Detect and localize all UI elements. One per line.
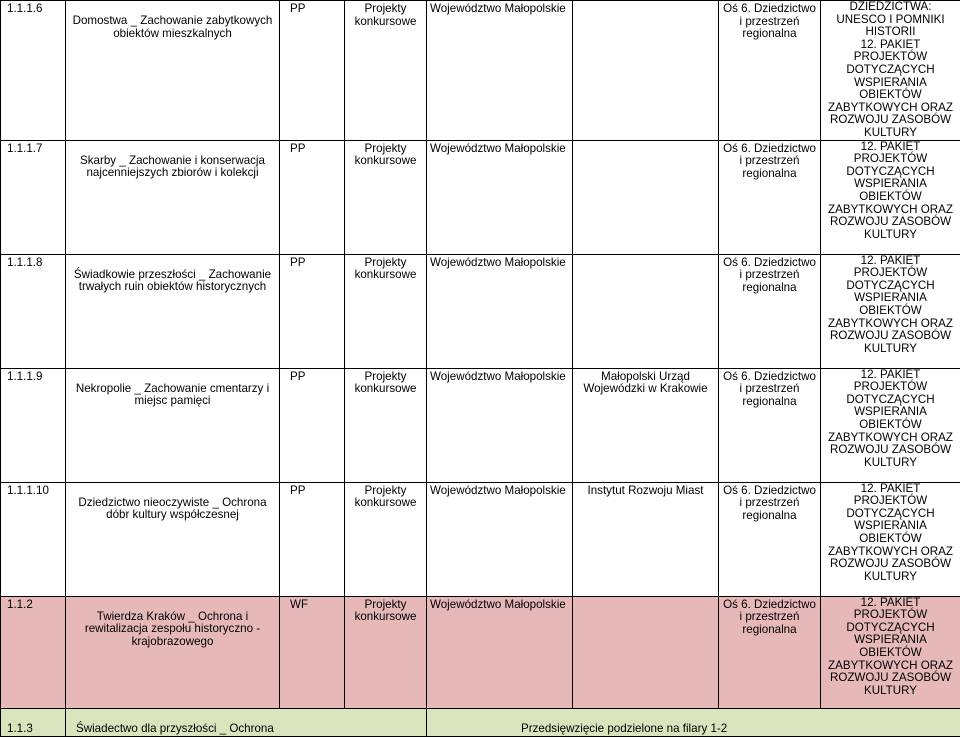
institution-cell	[573, 140, 719, 254]
paket-line: PROJEKTÓW	[823, 51, 958, 64]
voivodeship-cell: Województwo Małopolskie	[427, 368, 573, 482]
axis-cell: Oś 6. Dziedzictwo i przestrzeń regionalna	[719, 596, 821, 708]
lp-cell: 1.1.1.8	[1, 254, 66, 368]
paket-line: ROZWOJU ZASOBÓW	[823, 558, 958, 571]
paket-line: 12. PAKIET	[823, 369, 958, 382]
paket-line: PROJEKTÓW	[823, 153, 958, 166]
lp-cell: 1.1.3	[1, 708, 66, 736]
table-row	[1, 708, 960, 736]
paket-line: WSPIERANIA	[823, 292, 958, 305]
paket-line: WSPIERANIA	[823, 77, 958, 90]
paket-line: ROZWOJU ZASOBÓW	[823, 216, 958, 229]
package-cell	[821, 1, 960, 141]
paket-line: KULTURY	[823, 343, 958, 356]
paket-line: PROJEKTÓW	[823, 609, 958, 622]
mode-cell: Projekty konkursowe	[345, 368, 427, 482]
paket-line: KULTURY	[823, 571, 958, 584]
lp-cell: 1.1.1.7	[1, 140, 66, 254]
paket-line: OBIEKTÓW	[823, 533, 958, 546]
axis-cell: Oś 6. Dziedzictwo i przestrzeń regionalna	[719, 1, 821, 141]
mode-cell: Projekty konkursowe	[345, 140, 427, 254]
project-name-cell: Skarby _ Zachowanie i konserwacja najcenniejszych zbiorów i kolekcji	[66, 140, 280, 254]
paket-line: WSPIERANIA	[823, 520, 958, 533]
paket-line: KULTURY	[823, 457, 958, 470]
package-cell	[821, 482, 960, 596]
institution-cell	[573, 596, 719, 708]
institution-cell	[573, 254, 719, 368]
paket-line: 12. PAKIET	[823, 39, 958, 52]
type-cell: PP	[280, 482, 345, 596]
institution-cell: Instytut Rozwoju Miast	[573, 482, 719, 596]
paket-line: PROJEKTÓW	[823, 495, 958, 508]
voivodeship-cell: Województwo Małopolskie	[427, 1, 573, 141]
type-cell: PP	[280, 1, 345, 141]
dziedzictwa-heading-line: UNESCO I POMNIKI	[823, 14, 958, 27]
table-row	[1, 254, 960, 368]
paket-line: DOTYCZĄCYCH	[823, 166, 958, 179]
project-name-cell: Nekropolie _ Zachowanie cmentarzy i miejsc pamięci	[66, 368, 280, 482]
project-name-cell: Twierdza Kraków _ Ochrona i rewitalizacja zespołu historyczno - krajobrazowego	[66, 596, 280, 708]
project-name-cell: Świadectwo dla przyszłości _ Ochrona	[66, 708, 427, 736]
paket-line: 12. PAKIET	[823, 597, 958, 610]
paket-line: KULTURY	[823, 229, 958, 242]
mode-cell: Projekty konkursowe	[345, 1, 427, 141]
dziedzictwa-heading-line: HISTORII	[823, 26, 958, 39]
paket-line: ZABYTKOWYCH ORAZ	[823, 660, 958, 673]
package-cell	[821, 368, 960, 482]
project-name-cell: Dziedzictwo nieoczywiste _ Ochrona dóbr kultury współczesnej	[66, 482, 280, 596]
type-cell: PP	[280, 368, 345, 482]
paket-line: 12. PAKIET	[823, 255, 958, 268]
project-name-cell: Świadkowie przeszłości _ Zachowanie trwałych ruin obiektów historycznych	[66, 254, 280, 368]
paket-line: OBIEKTÓW	[823, 191, 958, 204]
project-name-cell: Domostwa _ Zachowanie zabytkowych obiektów mieszkalnych	[66, 1, 280, 141]
table-row	[1, 1, 960, 141]
paket-line: ROZWOJU ZASOBÓW	[823, 444, 958, 457]
paket-line: ZABYTKOWYCH ORAZ	[823, 546, 958, 559]
paket-line: KULTURY	[823, 685, 958, 698]
paket-line: ROZWOJU ZASOBÓW	[823, 114, 958, 127]
voivodeship-cell: Województwo Małopolskie	[427, 140, 573, 254]
type-cell: WF	[280, 596, 345, 708]
paket-line: DOTYCZĄCYCH	[823, 508, 958, 521]
paket-line: OBIEKTÓW	[823, 647, 958, 660]
lp-cell: 1.1.1.9	[1, 368, 66, 482]
institution-cell	[573, 1, 719, 141]
paket-line: ZABYTKOWYCH ORAZ	[823, 432, 958, 445]
package-cell	[821, 140, 960, 254]
mode-cell: Projekty konkursowe	[345, 254, 427, 368]
paket-line: ROZWOJU ZASOBÓW	[823, 672, 958, 685]
lp-cell: 1.1.1.6	[1, 1, 66, 141]
paket-line: PROJEKTÓW	[823, 267, 958, 280]
paket-line: DOTYCZĄCYCH	[823, 64, 958, 77]
paket-line: WSPIERANIA	[823, 178, 958, 191]
mode-cell: Projekty konkursowe	[345, 482, 427, 596]
lp-cell: 1.1.1.10	[1, 482, 66, 596]
paket-line: PROJEKTÓW	[823, 381, 958, 394]
table-row	[1, 482, 960, 596]
paket-line: ROZWOJU ZASOBÓW	[823, 330, 958, 343]
voivodeship-cell: Województwo Małopolskie	[427, 482, 573, 596]
type-cell: PP	[280, 140, 345, 254]
axis-cell: Oś 6. Dziedzictwo i przestrzeń regionalna	[719, 254, 821, 368]
voivodeship-cell: Województwo Małopolskie	[427, 254, 573, 368]
axis-cell: Oś 6. Dziedzictwo i przestrzeń regionalna	[719, 368, 821, 482]
axis-cell: Oś 6. Dziedzictwo i przestrzeń regionalna	[719, 482, 821, 596]
paket-line: ZABYTKOWYCH ORAZ	[823, 102, 958, 115]
table-row	[1, 368, 960, 482]
package-cell	[821, 596, 960, 708]
package-cell	[821, 254, 960, 368]
paket-line: WSPIERANIA	[823, 406, 958, 419]
paket-line: ZABYTKOWYCH ORAZ	[823, 204, 958, 217]
paket-line: DOTYCZĄCYCH	[823, 394, 958, 407]
filary-note-cell: Przedsięwzięcie podzielone na filary 1-2	[427, 708, 960, 736]
paket-line: 12. PAKIET	[823, 483, 958, 496]
institution-cell: Małopolski Urząd Wojewódzki w Krakowie	[573, 368, 719, 482]
paket-line: KULTURY	[823, 127, 958, 140]
paket-line: OBIEKTÓW	[823, 89, 958, 102]
mode-cell: Projekty konkursowe	[345, 596, 427, 708]
table-row	[1, 140, 960, 254]
paket-line: WSPIERANIA	[823, 634, 958, 647]
paket-line: DOTYCZĄCYCH	[823, 622, 958, 635]
table-body	[1, 1, 960, 737]
paket-line: 12. PAKIET	[823, 141, 958, 154]
lp-cell: 1.1.2	[1, 596, 66, 708]
type-cell: PP	[280, 254, 345, 368]
paket-line: OBIEKTÓW	[823, 305, 958, 318]
table-row	[1, 596, 960, 708]
dziedzictwa-heading-line: DZIEDZICTWA:	[823, 1, 958, 14]
paket-line: DOTYCZĄCYCH	[823, 280, 958, 293]
paket-line: ZABYTKOWYCH ORAZ	[823, 318, 958, 331]
voivodeship-cell: Województwo Małopolskie	[427, 596, 573, 708]
axis-cell: Oś 6. Dziedzictwo i przestrzeń regionalna	[719, 140, 821, 254]
paket-line: OBIEKTÓW	[823, 419, 958, 432]
